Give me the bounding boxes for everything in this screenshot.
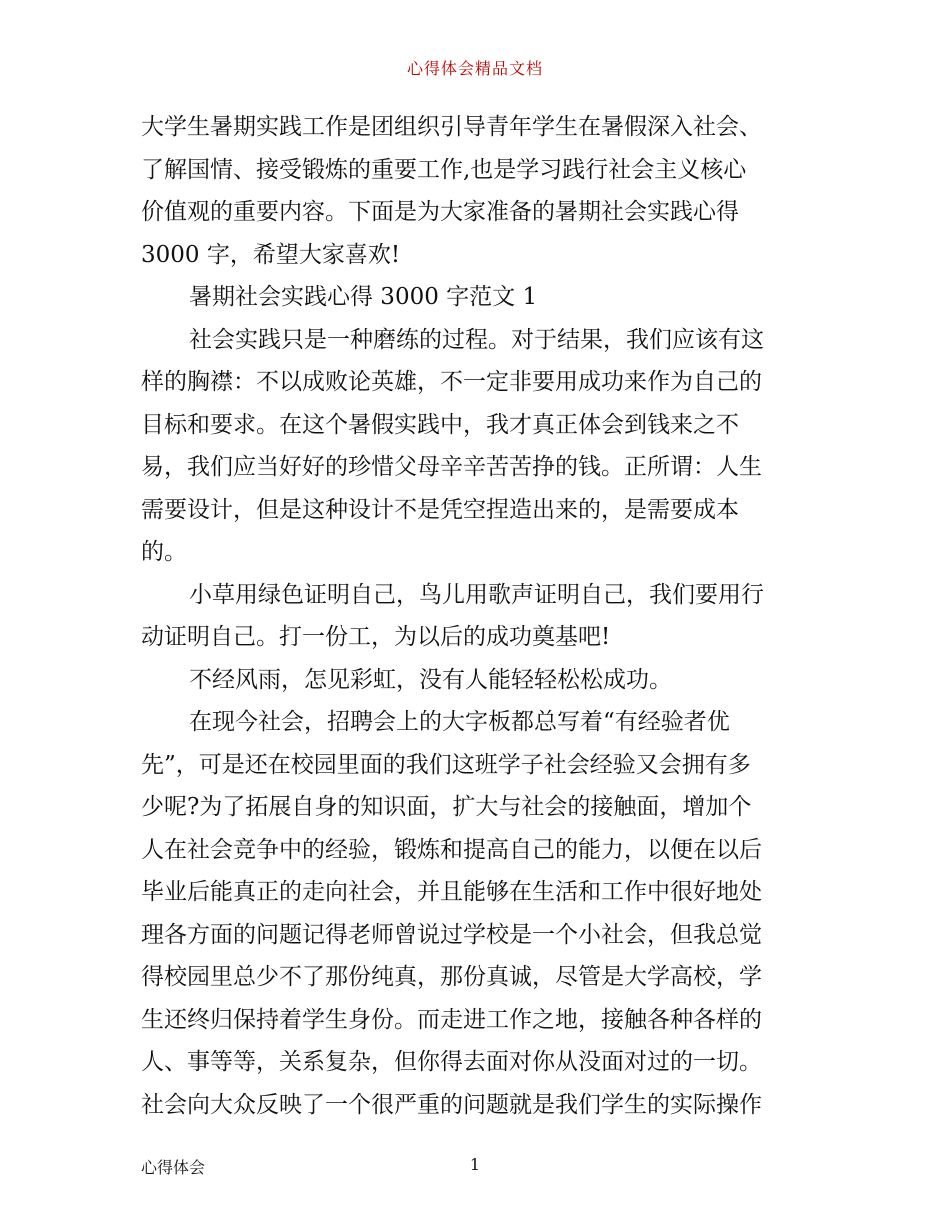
text-line: 在现今社会，招聘会上的大字板都总写着“有经验者优: [189, 709, 730, 735]
paragraph: [141, 574, 811, 659]
text-line: 3000 字，希望大家喜欢!: [141, 241, 401, 268]
text-line: 易，我们应当好好的珍惜父母辛辛苦苦挣的钱。正所谓：人生: [141, 454, 762, 480]
text-line: 小草用绿色证明自己，鸟儿用歌声证明自己，我们要用行: [189, 581, 764, 608]
text-line: 了解国情、接受锻炼的重要工作,也是学习践行社会主义核心: [141, 156, 747, 183]
text-line: 目标和要求。在这个暑假实践中，我才真正体会到钱来之不: [141, 411, 739, 438]
text-line: 毕业后能真正的走向社会，并且能够在生活和工作中很好地处: [141, 879, 762, 905]
text-line: 人在社会竞争中的经验，锻炼和提高自己的能力，以便在以后: [141, 836, 762, 863]
page-number: 1: [469, 1155, 481, 1174]
text-line: 不经风雨，怎见彩虹，没有人能轻轻松松成功。: [189, 666, 672, 693]
text-line: 需要设计，但是这种设计不是凭空捏造出来的，是需要成本: [141, 496, 739, 523]
text-line: 生还终归保持着学生身份。而走进工作之地，接触各种各样的: [141, 1006, 762, 1033]
paragraph: [141, 701, 811, 1126]
paragraph: [141, 319, 811, 574]
document-body: [141, 106, 811, 1126]
text-line: 样的胸襟：不以成败论英雄，不一定非要用成功来作为自己的: [141, 369, 762, 395]
paragraph-intro: [141, 106, 811, 276]
footer-label: 心得体会: [141, 1158, 206, 1177]
page-header-title: 心得体会精品文档: [406, 59, 543, 78]
text-line: 暑期社会实践心得 3000 字范文 1: [189, 284, 538, 310]
section-heading: [141, 276, 811, 319]
paragraph: [141, 659, 811, 702]
text-line: 得校园里总少不了那份纯真，那份真诚，尽管是大学高校，学: [141, 964, 762, 990]
text-line: 人、事等等，关系复杂，但你得去面对你从没面对过的一切。: [141, 1049, 762, 1075]
text-line: 理各方面的问题记得老师曾说过学校是一个小社会，但我总觉: [141, 921, 762, 948]
text-line: 社会向大众反映了一个很严重的问题就是我们学生的实际操作: [141, 1091, 762, 1118]
text-line: 大学生暑期实践工作是团组织引导青年学生在暑假深入社会、: [141, 114, 762, 140]
text-line: 先”，可是还在校园里面的我们这班学子社会经验又会拥有多: [141, 751, 751, 778]
text-line: 少呢?为了拓展自身的知识面，扩大与社会的接触面，增加个: [141, 794, 752, 820]
text-line: 社会实践只是一种磨练的过程。对于结果，我们应该有这: [189, 326, 764, 353]
text-line: 的。: [141, 539, 187, 565]
text-line: 价值观的重要内容。下面是为大家准备的暑期社会实践心得: [141, 199, 739, 225]
text-line: 动证明自己。打一份工，为以后的成功奠基吧!: [141, 624, 611, 650]
